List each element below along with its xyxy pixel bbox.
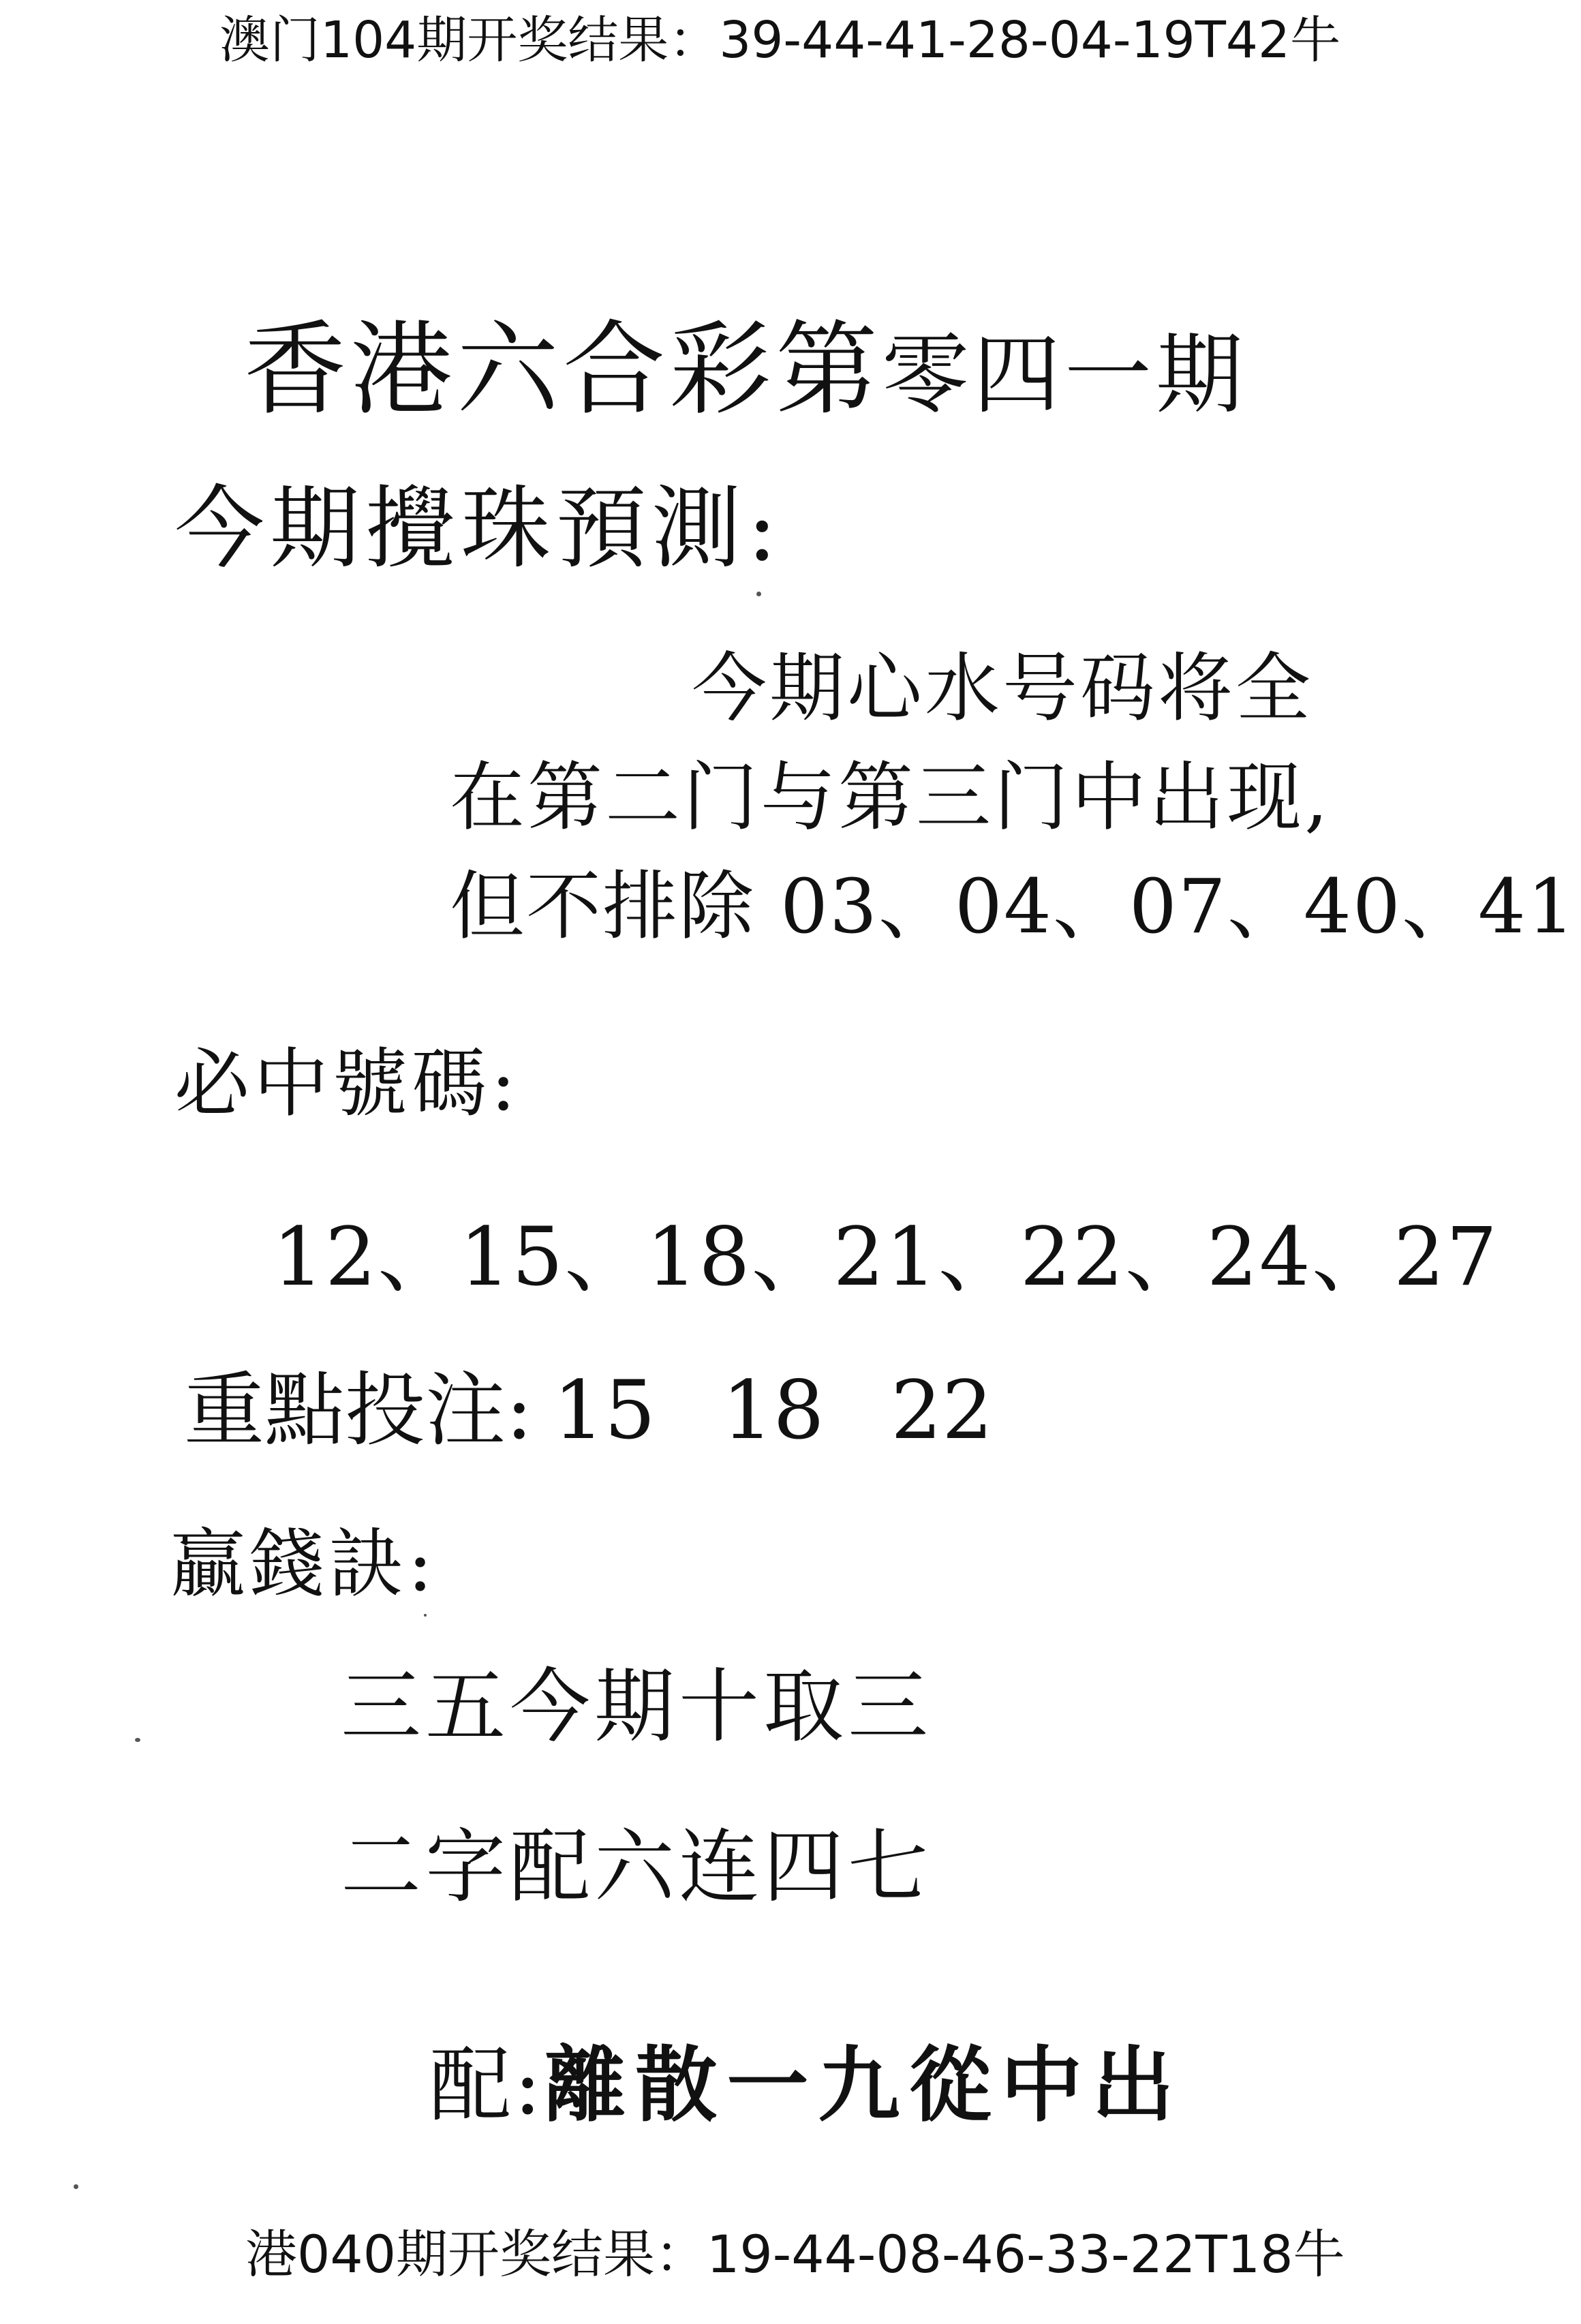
must-win-heading: 必中號碼: <box>174 1040 521 1127</box>
scan-speck <box>756 592 761 596</box>
title-issue: 零四一期 <box>882 324 1248 426</box>
pair-value: 離散一九從中出 <box>544 2037 1184 2133</box>
winning-tip-heading: 贏錢訣: <box>170 1520 438 1608</box>
macau-result-header: 澳门104期开奖结果：39-44-41-28-04-19T42牛 <box>219 11 1341 70</box>
hk-result-footer: 港040期开奖结果：19-44-08-46-33-22T18牛 <box>245 2224 1345 2284</box>
pair-label: 配: <box>429 2038 544 2133</box>
prediction-line: 今期心水号码将全 <box>692 645 1313 732</box>
winning-tip-line: 三五今期十取三 <box>341 1660 933 1754</box>
scan-speck <box>424 1614 427 1617</box>
focus-bet-line <box>184 1363 994 1457</box>
scan-speck <box>135 1738 140 1742</box>
scan-speck <box>74 2184 78 2189</box>
pair-line <box>429 2037 1184 2133</box>
focus-bet-label: 重點投注: <box>184 1363 533 1457</box>
title-main: 香港六合彩第 <box>244 311 882 429</box>
winning-tip-line: 二字配六连四七 <box>341 1820 933 1914</box>
prediction-heading: 今期攪珠預測: <box>174 476 783 581</box>
prediction-line: 在第二门与第三门中出现, <box>450 754 1331 841</box>
must-win-numbers: 12、15、18、21、22、24、27 <box>273 1210 1499 1304</box>
prediction-line: 但不排除 03、04、07、40、41 <box>450 863 1576 950</box>
focus-bet-numbers: 15 18 22 <box>553 1363 994 1457</box>
document-title <box>244 311 1248 429</box>
